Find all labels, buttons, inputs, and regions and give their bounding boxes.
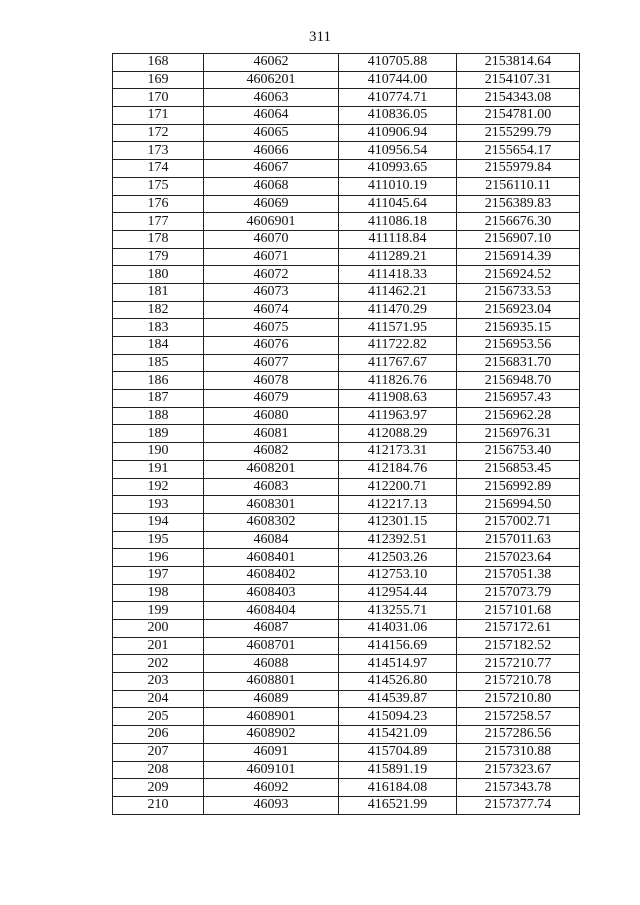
y-coordinate-cell: 2153814.64	[457, 54, 580, 72]
x-coordinate-cell: 412392.51	[339, 531, 457, 549]
x-coordinate-cell: 412200.71	[339, 478, 457, 496]
point-id-cell: 46071	[204, 248, 339, 266]
table-row	[113, 319, 580, 337]
y-coordinate-cell: 2154107.31	[457, 71, 580, 89]
y-coordinate-cell: 2156914.39	[457, 248, 580, 266]
y-coordinate-cell: 2156962.28	[457, 407, 580, 425]
x-coordinate-cell: 412503.26	[339, 549, 457, 567]
point-id-cell: 46084	[204, 531, 339, 549]
table-row	[113, 337, 580, 355]
x-coordinate-cell: 411908.63	[339, 390, 457, 408]
y-coordinate-cell: 2154781.00	[457, 107, 580, 125]
x-coordinate-cell: 411418.33	[339, 266, 457, 284]
table-row	[113, 726, 580, 744]
y-coordinate-cell: 2157011.63	[457, 531, 580, 549]
y-coordinate-cell: 2156935.15	[457, 319, 580, 337]
x-coordinate-cell: 415704.89	[339, 743, 457, 761]
y-coordinate-cell: 2156907.10	[457, 230, 580, 248]
point-id-cell: 4609101	[204, 761, 339, 779]
table-row	[113, 531, 580, 549]
y-coordinate-cell: 2157182.52	[457, 637, 580, 655]
table-row	[113, 460, 580, 478]
x-coordinate-cell: 411045.64	[339, 195, 457, 213]
x-coordinate-cell: 411470.29	[339, 301, 457, 319]
table-row	[113, 708, 580, 726]
x-coordinate-cell: 415421.09	[339, 726, 457, 744]
row-index-cell: 205	[113, 708, 204, 726]
point-id-cell: 4608801	[204, 673, 339, 691]
table-row	[113, 673, 580, 691]
point-id-cell: 46092	[204, 779, 339, 797]
x-coordinate-cell: 410956.54	[339, 142, 457, 160]
x-coordinate-cell: 412301.15	[339, 513, 457, 531]
point-id-cell: 46087	[204, 620, 339, 638]
point-id-cell: 46082	[204, 443, 339, 461]
row-index-cell: 202	[113, 655, 204, 673]
x-coordinate-cell: 410836.05	[339, 107, 457, 125]
y-coordinate-cell: 2157073.79	[457, 584, 580, 602]
row-index-cell: 170	[113, 89, 204, 107]
row-index-cell: 180	[113, 266, 204, 284]
table-row	[113, 602, 580, 620]
y-coordinate-cell: 2155979.84	[457, 160, 580, 178]
table-row	[113, 637, 580, 655]
row-index-cell: 191	[113, 460, 204, 478]
y-coordinate-cell: 2156831.70	[457, 354, 580, 372]
point-id-cell: 4608902	[204, 726, 339, 744]
point-id-cell: 46080	[204, 407, 339, 425]
row-index-cell: 197	[113, 566, 204, 584]
point-id-cell: 46091	[204, 743, 339, 761]
x-coordinate-cell: 414031.06	[339, 620, 457, 638]
table-row	[113, 283, 580, 301]
y-coordinate-cell: 2156733.53	[457, 283, 580, 301]
row-index-cell: 207	[113, 743, 204, 761]
row-index-cell: 208	[113, 761, 204, 779]
table-row	[113, 301, 580, 319]
x-coordinate-cell: 416521.99	[339, 796, 457, 814]
x-coordinate-cell: 410705.88	[339, 54, 457, 72]
table-row	[113, 160, 580, 178]
row-index-cell: 194	[113, 513, 204, 531]
row-index-cell: 171	[113, 107, 204, 125]
table-row	[113, 478, 580, 496]
table-row	[113, 761, 580, 779]
row-index-cell: 176	[113, 195, 204, 213]
y-coordinate-cell: 2155299.79	[457, 124, 580, 142]
point-id-cell: 46076	[204, 337, 339, 355]
x-coordinate-cell: 412173.31	[339, 443, 457, 461]
x-coordinate-cell: 411826.76	[339, 372, 457, 390]
table-row	[113, 496, 580, 514]
point-id-cell: 46070	[204, 230, 339, 248]
row-index-cell: 189	[113, 425, 204, 443]
y-coordinate-cell: 2157310.88	[457, 743, 580, 761]
x-coordinate-cell: 412753.10	[339, 566, 457, 584]
row-index-cell: 183	[113, 319, 204, 337]
row-index-cell: 186	[113, 372, 204, 390]
x-coordinate-cell: 411118.84	[339, 230, 457, 248]
y-coordinate-cell: 2157323.67	[457, 761, 580, 779]
x-coordinate-cell: 411010.19	[339, 177, 457, 195]
table-row	[113, 690, 580, 708]
point-id-cell: 4608701	[204, 637, 339, 655]
table-body	[113, 54, 580, 815]
x-coordinate-cell: 415891.19	[339, 761, 457, 779]
point-id-cell: 46088	[204, 655, 339, 673]
point-id-cell: 46073	[204, 283, 339, 301]
point-id-cell: 46093	[204, 796, 339, 814]
x-coordinate-cell: 411086.18	[339, 213, 457, 231]
table-row	[113, 743, 580, 761]
point-id-cell: 46083	[204, 478, 339, 496]
y-coordinate-cell: 2156676.30	[457, 213, 580, 231]
point-id-cell: 4608403	[204, 584, 339, 602]
row-index-cell: 192	[113, 478, 204, 496]
row-index-cell: 195	[113, 531, 204, 549]
table-row	[113, 779, 580, 797]
table-row	[113, 796, 580, 814]
y-coordinate-cell: 2156976.31	[457, 425, 580, 443]
point-id-cell: 46074	[204, 301, 339, 319]
point-id-cell: 46064	[204, 107, 339, 125]
y-coordinate-cell: 2157343.78	[457, 779, 580, 797]
y-coordinate-cell: 2155654.17	[457, 142, 580, 160]
row-index-cell: 185	[113, 354, 204, 372]
y-coordinate-cell: 2156953.56	[457, 337, 580, 355]
point-id-cell: 46072	[204, 266, 339, 284]
x-coordinate-cell: 412954.44	[339, 584, 457, 602]
point-id-cell: 4606201	[204, 71, 339, 89]
y-coordinate-cell: 2156389.83	[457, 195, 580, 213]
table-row	[113, 620, 580, 638]
x-coordinate-cell: 411722.82	[339, 337, 457, 355]
x-coordinate-cell: 410744.00	[339, 71, 457, 89]
table-row	[113, 372, 580, 390]
point-id-cell: 4608301	[204, 496, 339, 514]
row-index-cell: 199	[113, 602, 204, 620]
table-row	[113, 54, 580, 72]
x-coordinate-cell: 414156.69	[339, 637, 457, 655]
point-id-cell: 46075	[204, 319, 339, 337]
row-index-cell: 178	[113, 230, 204, 248]
row-index-cell: 187	[113, 390, 204, 408]
row-index-cell: 169	[113, 71, 204, 89]
x-coordinate-cell: 412184.76	[339, 460, 457, 478]
y-coordinate-cell: 2156853.45	[457, 460, 580, 478]
y-coordinate-cell: 2157002.71	[457, 513, 580, 531]
row-index-cell: 179	[113, 248, 204, 266]
y-coordinate-cell: 2156924.52	[457, 266, 580, 284]
x-coordinate-cell: 411462.21	[339, 283, 457, 301]
y-coordinate-cell: 2156994.50	[457, 496, 580, 514]
row-index-cell: 182	[113, 301, 204, 319]
y-coordinate-cell: 2157051.38	[457, 566, 580, 584]
x-coordinate-cell: 410993.65	[339, 160, 457, 178]
y-coordinate-cell: 2157023.64	[457, 549, 580, 567]
y-coordinate-cell: 2156110.11	[457, 177, 580, 195]
row-index-cell: 190	[113, 443, 204, 461]
x-coordinate-cell: 413255.71	[339, 602, 457, 620]
x-coordinate-cell: 412088.29	[339, 425, 457, 443]
table-row	[113, 425, 580, 443]
row-index-cell: 193	[113, 496, 204, 514]
row-index-cell: 181	[113, 283, 204, 301]
y-coordinate-cell: 2156948.70	[457, 372, 580, 390]
point-id-cell: 46081	[204, 425, 339, 443]
x-coordinate-cell: 411963.97	[339, 407, 457, 425]
point-id-cell: 4608201	[204, 460, 339, 478]
y-coordinate-cell: 2157377.74	[457, 796, 580, 814]
point-id-cell: 4608402	[204, 566, 339, 584]
x-coordinate-cell: 414514.97	[339, 655, 457, 673]
row-index-cell: 201	[113, 637, 204, 655]
y-coordinate-cell: 2157286.56	[457, 726, 580, 744]
table-row	[113, 513, 580, 531]
x-coordinate-cell: 411767.67	[339, 354, 457, 372]
row-index-cell: 200	[113, 620, 204, 638]
x-coordinate-cell: 411289.21	[339, 248, 457, 266]
table-row	[113, 230, 580, 248]
table-row	[113, 142, 580, 160]
row-index-cell: 206	[113, 726, 204, 744]
point-id-cell: 4606901	[204, 213, 339, 231]
table-row	[113, 655, 580, 673]
table-row	[113, 124, 580, 142]
point-id-cell: 46069	[204, 195, 339, 213]
table-row	[113, 248, 580, 266]
point-id-cell: 4608404	[204, 602, 339, 620]
row-index-cell: 209	[113, 779, 204, 797]
row-index-cell: 175	[113, 177, 204, 195]
y-coordinate-cell: 2156923.04	[457, 301, 580, 319]
point-id-cell: 46077	[204, 354, 339, 372]
row-index-cell: 168	[113, 54, 204, 72]
y-coordinate-cell: 2156753.40	[457, 443, 580, 461]
point-id-cell: 46068	[204, 177, 339, 195]
x-coordinate-cell: 410906.94	[339, 124, 457, 142]
table-row	[113, 407, 580, 425]
table-row	[113, 89, 580, 107]
table-row	[113, 584, 580, 602]
point-id-cell: 46078	[204, 372, 339, 390]
row-index-cell: 173	[113, 142, 204, 160]
point-id-cell: 46089	[204, 690, 339, 708]
x-coordinate-cell: 412217.13	[339, 496, 457, 514]
x-coordinate-cell: 414539.87	[339, 690, 457, 708]
table-row	[113, 549, 580, 567]
table-row	[113, 107, 580, 125]
y-coordinate-cell: 2156992.89	[457, 478, 580, 496]
table-row	[113, 566, 580, 584]
point-id-cell: 46063	[204, 89, 339, 107]
point-id-cell: 46067	[204, 160, 339, 178]
table-row	[113, 266, 580, 284]
row-index-cell: 198	[113, 584, 204, 602]
x-coordinate-cell: 414526.80	[339, 673, 457, 691]
row-index-cell: 177	[113, 213, 204, 231]
table-row	[113, 195, 580, 213]
row-index-cell: 184	[113, 337, 204, 355]
page-number: 311	[309, 29, 331, 45]
row-index-cell: 188	[113, 407, 204, 425]
x-coordinate-cell: 410774.71	[339, 89, 457, 107]
x-coordinate-cell: 411571.95	[339, 319, 457, 337]
point-id-cell: 46079	[204, 390, 339, 408]
table-row	[113, 443, 580, 461]
table-row	[113, 354, 580, 372]
table-row	[113, 390, 580, 408]
table-row	[113, 177, 580, 195]
y-coordinate-cell: 2157172.61	[457, 620, 580, 638]
row-index-cell: 203	[113, 673, 204, 691]
y-coordinate-cell: 2157101.68	[457, 602, 580, 620]
row-index-cell: 196	[113, 549, 204, 567]
point-id-cell: 4608401	[204, 549, 339, 567]
table-row	[113, 71, 580, 89]
y-coordinate-cell: 2157210.78	[457, 673, 580, 691]
y-coordinate-cell: 2157258.57	[457, 708, 580, 726]
point-id-cell: 4608302	[204, 513, 339, 531]
point-id-cell: 46065	[204, 124, 339, 142]
point-id-cell: 46066	[204, 142, 339, 160]
y-coordinate-cell: 2156957.43	[457, 390, 580, 408]
table-row	[113, 213, 580, 231]
y-coordinate-cell: 2157210.77	[457, 655, 580, 673]
x-coordinate-cell: 416184.08	[339, 779, 457, 797]
x-coordinate-cell: 415094.23	[339, 708, 457, 726]
y-coordinate-cell: 2157210.80	[457, 690, 580, 708]
row-index-cell: 210	[113, 796, 204, 814]
coordinates-table	[112, 53, 580, 815]
point-id-cell: 46062	[204, 54, 339, 72]
point-id-cell: 4608901	[204, 708, 339, 726]
y-coordinate-cell: 2154343.08	[457, 89, 580, 107]
row-index-cell: 172	[113, 124, 204, 142]
row-index-cell: 174	[113, 160, 204, 178]
row-index-cell: 204	[113, 690, 204, 708]
